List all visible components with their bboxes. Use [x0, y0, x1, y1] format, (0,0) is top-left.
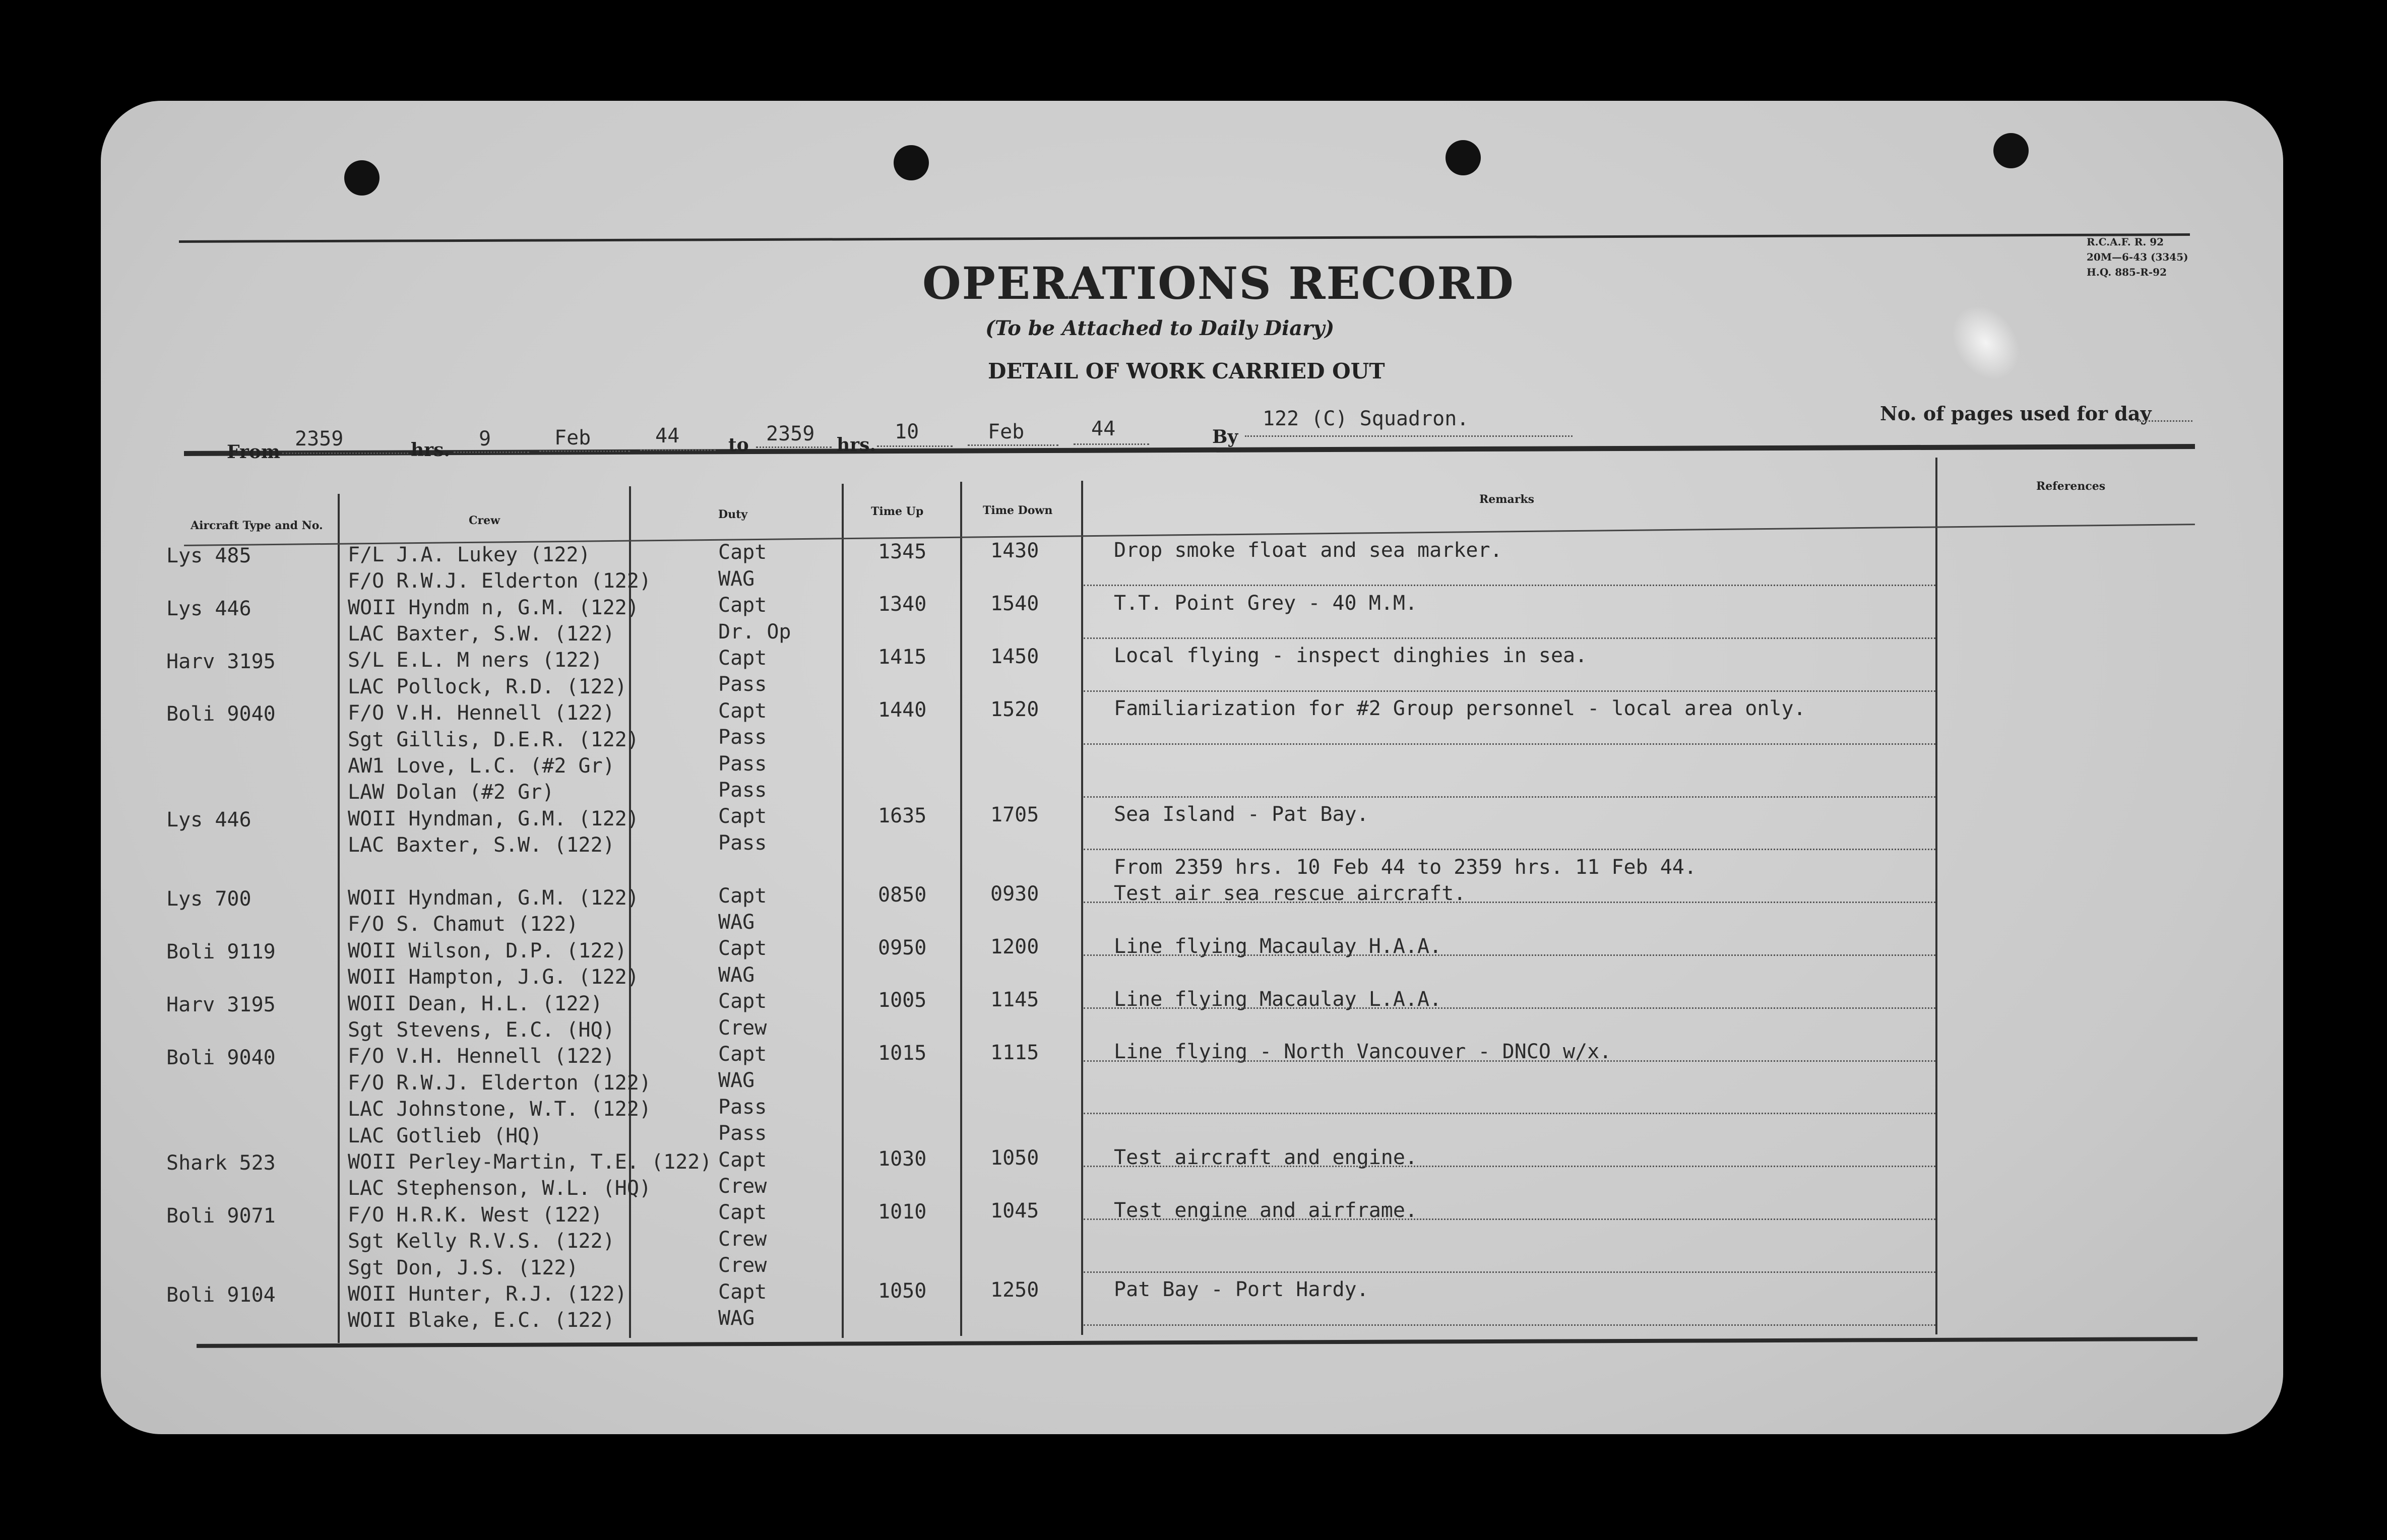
crew-cell: F/O V.H. Hennell (122): [348, 701, 615, 725]
row-separator: [1084, 849, 1935, 850]
row-separator: [1084, 796, 1935, 798]
blank-line: [640, 450, 716, 451]
punch-hole: [1993, 133, 2029, 168]
time-down-cell: 1450: [990, 645, 1039, 668]
remarks-cell: Test air sea rescue aircraft.: [1114, 881, 1466, 905]
time-up-cell: 1030: [878, 1147, 927, 1171]
crew-cell: LAC Stephenson, W.L. (HQ): [348, 1177, 652, 1200]
remarks-cell: Sea Island - Pat Bay.: [1114, 802, 1369, 826]
col-time-up: Time Up: [871, 505, 924, 518]
col-aircraft: Aircraft Type and No.: [191, 519, 323, 532]
row-separator: [1084, 902, 1935, 903]
time-down-cell: 1705: [990, 803, 1039, 827]
duty-cell: Crew: [718, 1227, 767, 1251]
crew-cell: F/O S. Chamut (122): [348, 913, 579, 936]
row-separator: [1084, 1166, 1935, 1167]
pages-used-label: No. of pages used for day: [1880, 402, 2152, 425]
duty-cell: Crew: [718, 1016, 767, 1040]
time-down-cell: 1145: [990, 988, 1039, 1011]
aircraft-cell: Boli 9040: [166, 1046, 276, 1069]
aircraft-cell: Boli 9104: [166, 1284, 276, 1307]
col-references: References: [2036, 480, 2106, 493]
page-subtitle: (To be Attached to Daily Diary): [985, 316, 1335, 340]
to-month: Feb: [988, 420, 1025, 443]
from-time: 2359: [295, 427, 344, 451]
blank-line: [756, 446, 832, 448]
duty-cell: Pass: [718, 831, 767, 855]
col-duty: Duty: [718, 508, 748, 521]
aircraft-cell: Boli 9119: [166, 940, 276, 964]
time-up-cell: 1010: [878, 1200, 927, 1224]
crew-cell: F/L J.A. Lukey (122): [348, 543, 591, 566]
time-up-cell: 1415: [878, 646, 927, 669]
aircraft-cell: Lys 485: [166, 544, 252, 567]
duty-cell: Capt: [718, 1148, 767, 1172]
time-down-cell: 0930: [990, 882, 1039, 906]
crew-cell: LAC Pollock, R.D. (122): [348, 675, 627, 698]
by-label: By: [1212, 426, 1238, 447]
form-ref-line: R.C.A.F. R. 92: [2087, 236, 2164, 248]
aircraft-cell: Lys 446: [166, 597, 252, 620]
duty-cell: Capt: [718, 937, 767, 960]
blank-line: [539, 451, 630, 452]
crew-cell: Sgt Stevens, E.C. (HQ): [348, 1018, 615, 1042]
time-up-cell: 1440: [878, 698, 927, 722]
row-separator: [1084, 1271, 1935, 1273]
duty-cell: Capt: [718, 805, 767, 828]
crew-cell: WOII Hyndman, G.M. (122): [348, 886, 639, 910]
time-down-cell: 1115: [990, 1041, 1039, 1064]
time-up-cell: 1050: [878, 1279, 927, 1303]
time-down-cell: 1050: [990, 1146, 1039, 1170]
row-separator: [1084, 1060, 1935, 1062]
duty-cell: Pass: [718, 779, 767, 802]
aircraft-cell: Harv 3195: [166, 993, 276, 1016]
duty-cell: Dr. Op: [718, 620, 791, 644]
duty-cell: Pass: [718, 726, 767, 749]
punch-hole: [894, 145, 929, 180]
col-remarks: Remarks: [1479, 493, 1535, 506]
duty-cell: Crew: [718, 1254, 767, 1277]
duty-cell: WAG: [718, 963, 755, 987]
crew-cell: S/L E.L. M ners (122): [348, 649, 603, 672]
punch-hole: [1446, 140, 1481, 175]
remarks-cell: Drop smoke float and sea marker.: [1114, 538, 1502, 562]
crew-cell: F/O R.W.J. Elderton (122): [348, 1071, 652, 1095]
time-down-cell: 1430: [990, 539, 1039, 563]
crew-cell: F/O V.H. Hennell (122): [348, 1045, 615, 1068]
duty-cell: Capt: [718, 541, 767, 564]
blank-line: [454, 452, 529, 453]
duty-cell: Capt: [718, 594, 767, 617]
time-up-cell: 1005: [878, 989, 927, 1012]
column-divider: [842, 484, 844, 1338]
duty-cell: Capt: [718, 884, 767, 908]
remarks-cell: T.T. Point Grey - 40 M.M.: [1114, 591, 1418, 615]
blank-line: [282, 453, 408, 454]
row-separator: [1084, 637, 1935, 639]
duty-cell: Pass: [718, 1095, 767, 1119]
crew-cell: Sgt Kelly R.V.S. (122): [348, 1230, 615, 1253]
time-up-cell: 1340: [878, 593, 927, 616]
crew-cell: LAC Baxter, S.W. (122): [348, 833, 615, 857]
pages-used-field: [2137, 420, 2192, 422]
column-divider: [1081, 481, 1083, 1335]
row-separator: [1084, 1113, 1935, 1114]
duty-cell: Capt: [718, 990, 767, 1013]
remarks-cell: Test aircraft and engine.: [1114, 1145, 1418, 1169]
aircraft-cell: Boli 9071: [166, 1204, 276, 1228]
to-day: 10: [895, 420, 919, 443]
duty-cell: WAG: [718, 567, 755, 591]
time-up-cell: 1635: [878, 804, 927, 827]
remarks-cell: Familiarization for #2 Group personnel - local area only.: [1114, 697, 1806, 721]
to-time: 2359: [766, 422, 815, 445]
duty-cell: WAG: [718, 1069, 755, 1093]
crew-cell: WOII Blake, E.C. (122): [348, 1309, 615, 1332]
duty-cell: Pass: [718, 752, 767, 776]
row-separator: [1084, 585, 1935, 586]
col-crew: Crew: [469, 514, 500, 527]
crew-cell: LAC Baxter, S.W. (122): [348, 622, 615, 646]
blank-line: [877, 445, 953, 447]
remarks-cell: From 2359 hrs. 10 Feb 44 to 2359 hrs. 11 Feb 44.: [1114, 855, 1697, 879]
from-day: 9: [479, 427, 491, 451]
crew-cell: WOII Hunter, R.J. (122): [348, 1282, 627, 1306]
aircraft-cell: Boli 9040: [166, 702, 276, 726]
from-label: From: [227, 441, 280, 463]
form-ref-line: 20M—6-43 (3345): [2087, 251, 2188, 263]
crew-cell: AW1 Love, L.C. (#2 Gr): [348, 754, 615, 778]
form-ref-line: H.Q. 885-R-92: [2087, 266, 2167, 278]
crew-cell: LAW Dolan (#2 Gr): [348, 781, 554, 804]
column-divider: [338, 494, 340, 1343]
from-year: 44: [655, 424, 680, 447]
from-month: Feb: [554, 426, 591, 450]
duty-cell: Capt: [718, 1043, 767, 1066]
crew-cell: LAC Johnstone, W.T. (122): [348, 1098, 652, 1121]
remarks-cell: Line flying - North Vancouver - DNCO w/x.: [1114, 1040, 1612, 1064]
remarks-cell: Pat Bay - Port Hardy.: [1114, 1277, 1369, 1301]
crew-cell: F/O R.W.J. Elderton (122): [348, 569, 652, 593]
crew-cell: F/O H.R.K. West (122): [348, 1203, 603, 1227]
duty-cell: Pass: [718, 673, 767, 696]
row-separator: [1084, 1324, 1935, 1326]
crew-cell: Sgt Gillis, D.E.R. (122): [348, 728, 639, 751]
row-separator: [1084, 1007, 1935, 1009]
remarks-cell: Line flying Macaulay H.A.A.: [1114, 934, 1442, 958]
aircraft-cell: Lys 446: [166, 808, 252, 831]
unit-name: 122 (C) Squadron.: [1263, 407, 1469, 430]
duty-cell: Capt: [718, 1201, 767, 1225]
duty-cell: WAG: [718, 911, 755, 934]
duty-cell: Capt: [718, 647, 767, 670]
time-down-cell: 1200: [990, 935, 1039, 959]
remarks-cell: Local flying - inspect dinghies in sea.: [1114, 644, 1588, 668]
crew-cell: WOII Wilson, D.P. (122): [348, 939, 627, 962]
detail-heading: DETAIL OF WORK CARRIED OUT: [988, 359, 1385, 383]
crew-cell: WOII Hampton, J.G. (122): [348, 966, 639, 989]
aircraft-cell: Shark 523: [166, 1151, 276, 1175]
crew-cell: Sgt Don, J.S. (122): [348, 1256, 579, 1279]
column-divider: [1935, 458, 1937, 1334]
blank-line: [1074, 443, 1149, 445]
duty-cell: Crew: [718, 1175, 767, 1198]
crew-cell: WOII Perley-Martin, T.E. (122): [348, 1150, 712, 1174]
aircraft-cell: Lys 700: [166, 887, 252, 911]
time-down-cell: 1250: [990, 1278, 1039, 1302]
page-title: OPERATIONS RECORD: [922, 257, 1515, 309]
blank-line: [1245, 435, 1573, 437]
column-divider: [960, 482, 962, 1336]
aircraft-cell: Harv 3195: [166, 650, 276, 673]
time-up-cell: 1345: [878, 540, 927, 563]
punch-hole: [344, 160, 380, 196]
remarks-cell: Line flying Macaulay L.A.A.: [1114, 987, 1442, 1011]
hrs-label: hrs.: [411, 439, 450, 461]
time-up-cell: 1015: [878, 1042, 927, 1065]
blank-line: [968, 444, 1058, 446]
crew-cell: LAC Gotlieb (HQ): [348, 1124, 542, 1147]
to-label: to: [728, 434, 749, 456]
row-separator: [1084, 1218, 1935, 1220]
duty-cell: Pass: [718, 1122, 767, 1145]
crew-cell: WOII Hyndman, G.M. (122): [348, 807, 639, 830]
hrs-label: hrs.: [837, 434, 876, 456]
remarks-cell: Test engine and airframe.: [1114, 1198, 1418, 1222]
crew-cell: WOII Hyndm n, G.M. (122): [348, 596, 639, 619]
duty-cell: WAG: [718, 1307, 755, 1330]
time-up-cell: 0850: [878, 883, 927, 907]
time-down-cell: 1520: [990, 697, 1039, 721]
to-year: 44: [1091, 417, 1116, 440]
row-separator: [1084, 690, 1935, 692]
row-separator: [1084, 743, 1935, 745]
time-down-cell: 1540: [990, 592, 1039, 615]
crew-cell: WOII Dean, H.L. (122): [348, 992, 603, 1015]
time-up-cell: 0950: [878, 936, 927, 959]
row-separator: [1084, 954, 1935, 956]
duty-cell: Capt: [718, 699, 767, 723]
col-time-down: Time Down: [983, 504, 1053, 517]
time-down-cell: 1045: [990, 1199, 1039, 1223]
duty-cell: Capt: [718, 1280, 767, 1304]
